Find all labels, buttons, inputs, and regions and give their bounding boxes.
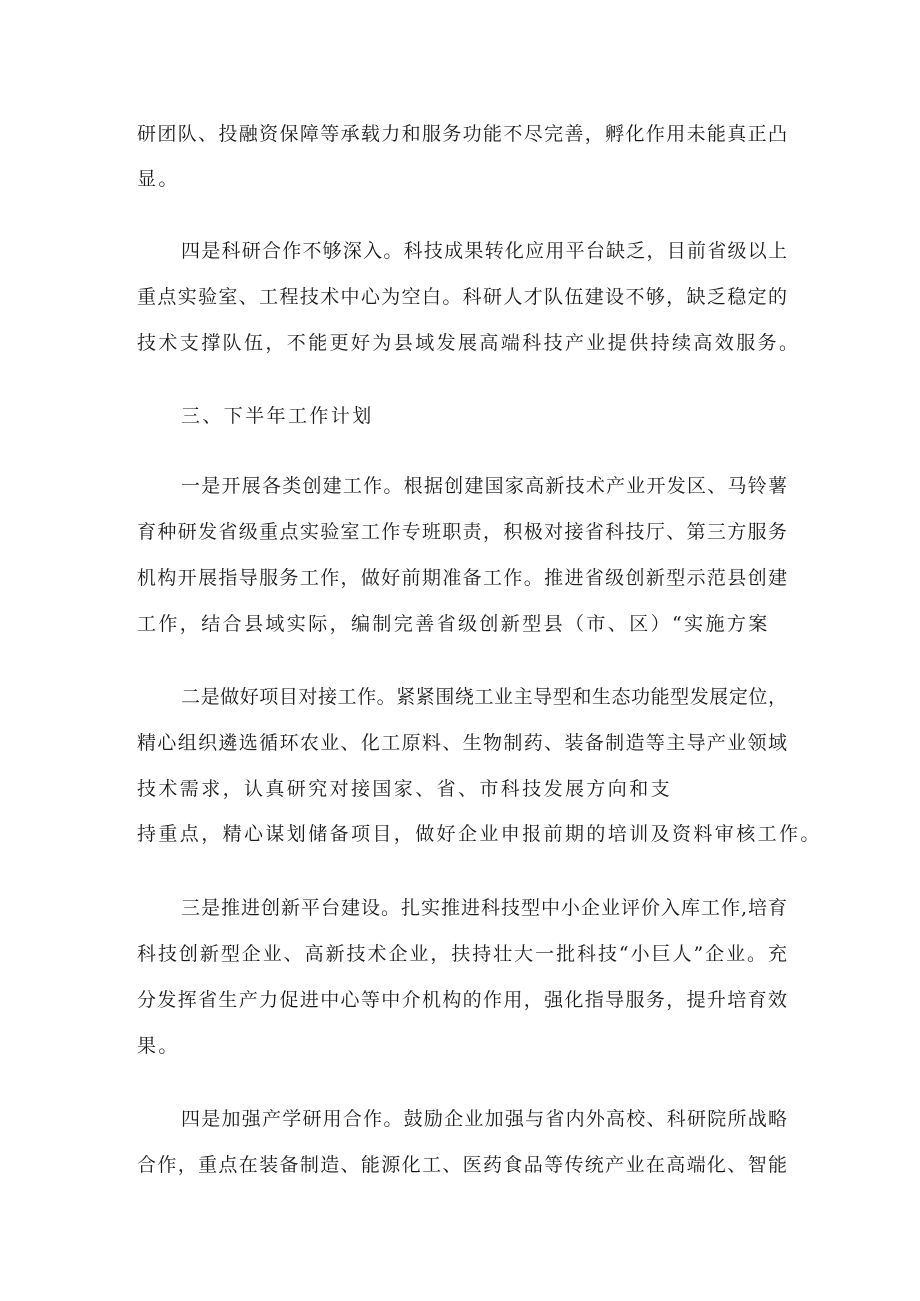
paragraph-line: 合作，重点在装备制造、能源化工、医药食品等传统产业在高端化、智能 (137, 1154, 787, 1176)
paragraph-line: 育种研发省级重点实验室工作专班职责，积极对接省科技厅、第三方服务 (137, 521, 787, 543)
paragraph-line: 持重点，精心谋划储备项目，做好企业申报前期的培训及资料审核工作。 (137, 823, 822, 845)
paragraph-line: 显。 (137, 168, 180, 190)
paragraph-line: 一是开展各类创建工作。根据创建国家高新技术产业开发区、马铃薯 (181, 475, 787, 497)
paragraph-line: 工作，结合县域实际，编制完善省级创新型县（市、区）“实施方案 (137, 613, 770, 635)
section-heading: 三、下半年工作计划 (181, 405, 374, 427)
paragraph-line: 精心组织遴选循环农业、化工原料、生物制药、装备制造等主导产业领域 (137, 732, 787, 754)
paragraph-line: 果。 (137, 1035, 180, 1057)
paragraph-line: 重点实验室、工程技术中心为空白。科研人才队伍建设不够，缺乏稳定的 (137, 286, 787, 308)
paragraph-line: 二是做好项目对接工作。紧紧围绕工业主导型和生态功能型发展定位， (181, 686, 787, 708)
paragraph-line: 分发挥省生产力促进中心等中介机构的作用，强化指导服务，提升培育效 (137, 989, 787, 1011)
paragraph-line: 三是推进创新平台建设。扎实推进科技型中小企业评价入库工作,培育 (181, 897, 787, 919)
paragraph-line: 科技创新型企业、高新技术企业，扶持壮大一批科技“小巨人”企业。充 (137, 943, 787, 965)
paragraph-line: 机构开展指导服务工作，做好前期准备工作。推进省级创新型示范县创建 (137, 567, 787, 589)
paragraph-line: 四是科研合作不够深入。科技成果转化应用平台缺乏，目前省级以上 (181, 240, 787, 262)
paragraph-line: 四是加强产学研用合作。鼓励企业加强与省内外高校、科研院所战略 (181, 1108, 787, 1130)
paragraph-line: 技术需求，认真研究对接国家、省、市科技发展方向和支 (137, 778, 673, 800)
paragraph-line: 技术支撑队伍，不能更好为县域发展高端科技产业提供持续高效服务。 (137, 332, 801, 354)
paragraph-line: 研团队、投融资保障等承载力和服务功能不尽完善，孵化作用未能真正凸 (137, 123, 787, 145)
